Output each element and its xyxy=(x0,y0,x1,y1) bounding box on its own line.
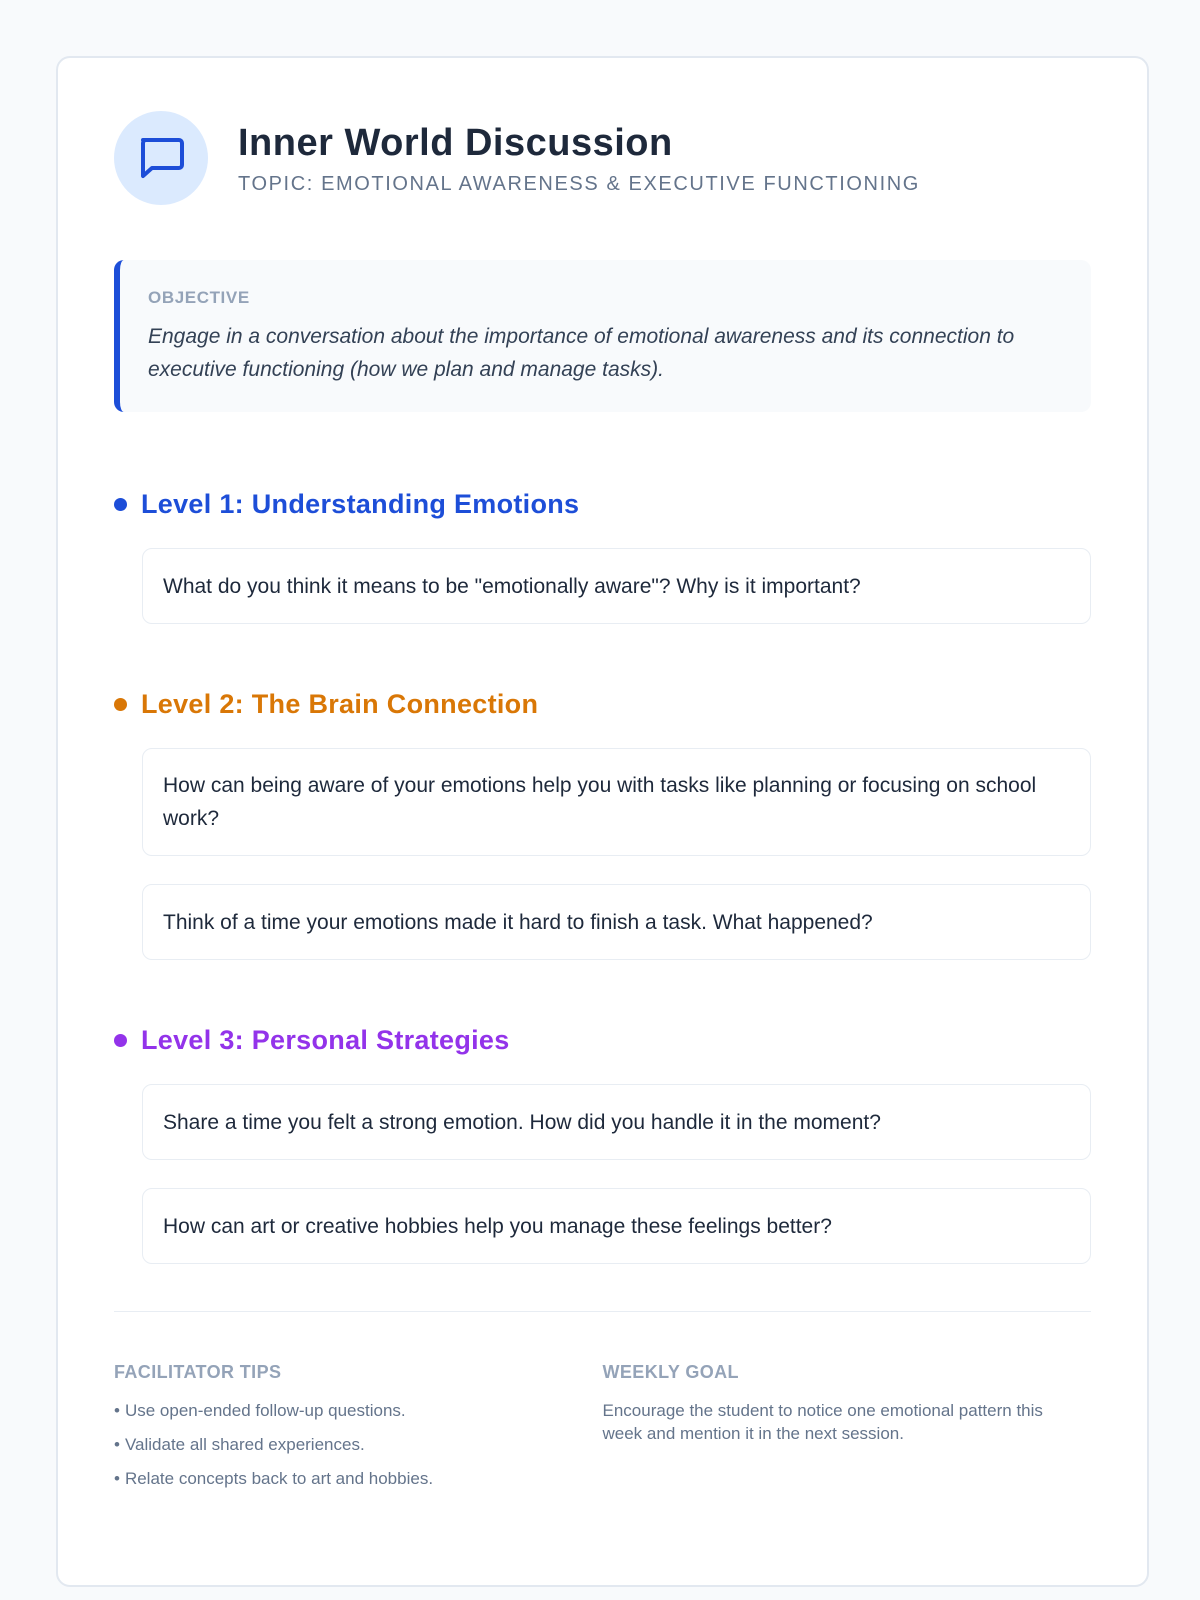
question-card: How can being aware of your emotions help you with tasks like planning or focusing on school work? xyxy=(142,748,1091,856)
tip-item: • Use open-ended follow-up questions. xyxy=(114,1401,406,1420)
facilitator-tips xyxy=(114,1362,603,1501)
header xyxy=(114,110,1091,206)
question-card: Think of a time your emotions made it hard to finish a task. What happened? xyxy=(142,884,1091,960)
question-card: Share a time you felt a strong emotion. How did you handle it in the moment? xyxy=(142,1084,1091,1160)
level-dot xyxy=(114,698,127,711)
tips-list xyxy=(114,1399,603,1491)
chat-bubble-icon xyxy=(114,111,208,205)
tip-item: • Relate concepts back to art and hobbies. xyxy=(114,1469,434,1488)
discussion-card xyxy=(56,56,1149,1587)
level-title: Level 1: Understanding Emotions xyxy=(141,488,580,519)
page-subtitle: TOPIC: EMOTIONAL AWARENESS & EXECUTIVE FUNCTIONING xyxy=(238,172,920,195)
objective-box xyxy=(114,260,1091,412)
tip-item: • Validate all shared experiences. xyxy=(114,1435,365,1454)
level-section-3 xyxy=(114,1022,1091,1264)
level-section-2 xyxy=(114,686,1091,960)
footer xyxy=(114,1311,1091,1501)
question-card: What do you think it means to be "emotionally aware"? Why is it important? xyxy=(142,548,1091,624)
objective-label: OBJECTIVE xyxy=(148,288,250,307)
page-title: Inner World Discussion xyxy=(238,121,673,164)
goal-text: Encourage the student to notice one emotional pattern this week and mention it in the next session. xyxy=(602,1401,1043,1443)
question-card: How can art or creative hobbies help you manage these feelings better? xyxy=(142,1188,1091,1264)
level-dot xyxy=(114,498,127,511)
level-section-1 xyxy=(114,486,1091,624)
level-title: Level 2: The Brain Connection xyxy=(141,688,539,719)
objective-text: Engage in a conversation about the importance of emotional awareness and its connection to executive functioning (how we plan and manage tasks). xyxy=(148,325,1015,381)
goal-label: WEEKLY GOAL xyxy=(602,1362,739,1382)
tips-label: FACILITATOR TIPS xyxy=(114,1362,282,1382)
weekly-goal xyxy=(603,1362,1092,1501)
level-title: Level 3: Personal Strategies xyxy=(141,1024,510,1055)
level-dot xyxy=(114,1034,127,1047)
